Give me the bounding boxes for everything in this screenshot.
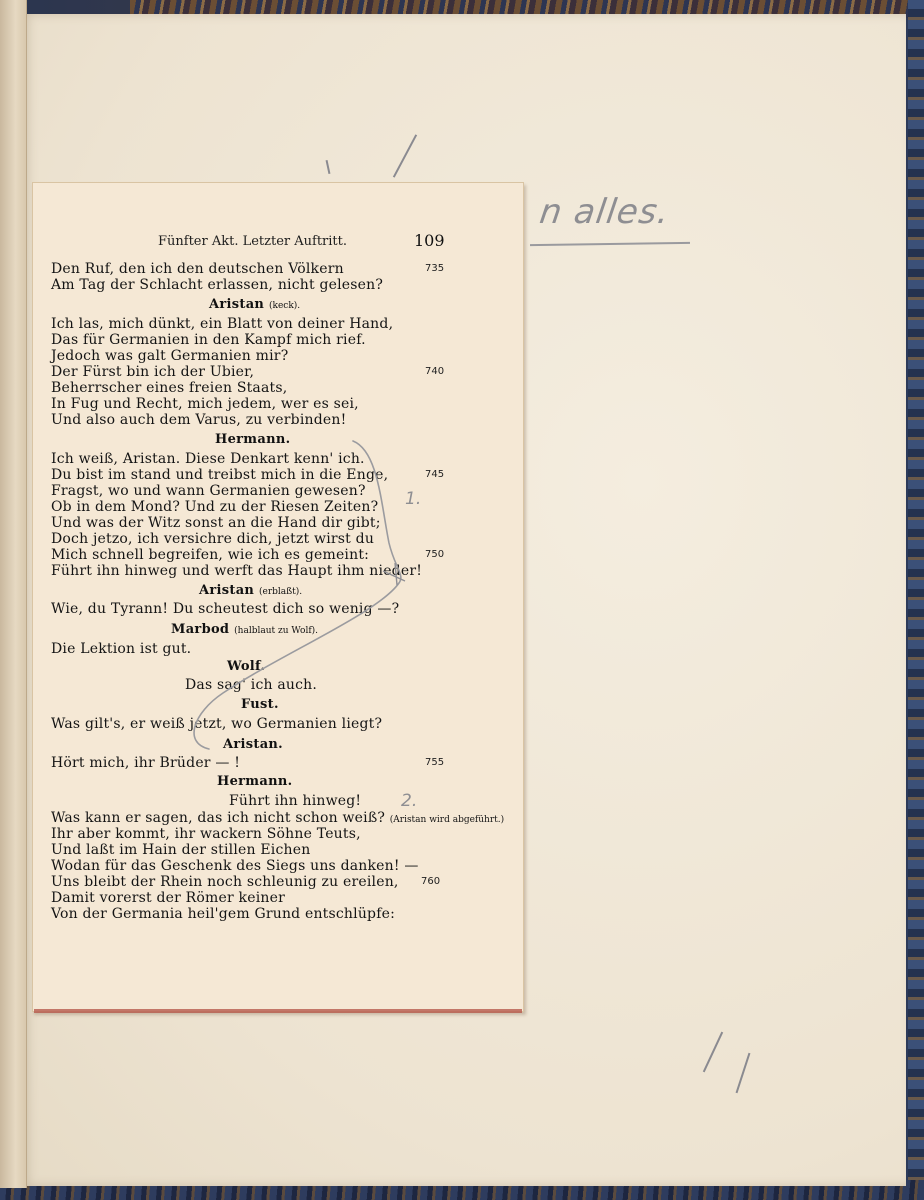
line-number: 735 xyxy=(425,263,445,274)
text-line: Ihr aber kommt, ihr wackern Söhne Teuts, xyxy=(51,826,361,842)
text-line: Fragst, wo und wann Germanien gewesen? xyxy=(51,483,366,499)
text-line: Jedoch was galt Germanien mir? xyxy=(51,348,289,364)
pencil-mark-2: 2. xyxy=(401,791,418,811)
text-line: Wodan für das Geschenk des Siegs uns danken! — xyxy=(51,858,419,874)
speaker-label: Aristan. xyxy=(223,737,283,752)
pencil-cut-mark xyxy=(33,183,523,1011)
speaker-name: Marbod xyxy=(171,622,230,637)
slip-edge-shadow xyxy=(34,1009,522,1013)
text-line: Was gilt's, er weiß jetzt, wo Germanien liegt? xyxy=(51,716,383,732)
line-number: 740 xyxy=(425,366,445,377)
text-line: Den Ruf, den ich den deutschen Völkern xyxy=(51,261,344,277)
pencil-mark-1: 1. xyxy=(405,489,422,509)
text-line: Ich weiß, Aristan. Diese Denkart kenn' ich. xyxy=(51,451,365,467)
text-line: Am Tag der Schlacht erlassen, nicht gelesen? xyxy=(51,277,384,293)
text-line: Von der Germania heil'gem Grund entschlüpfe: xyxy=(51,906,395,922)
pencil-note-top: n alles. xyxy=(537,192,673,232)
text-line: Die Lektion ist gut. xyxy=(51,641,192,657)
speaker-label: Hermann. xyxy=(215,432,291,447)
text-line: Und also auch dem Varus, zu verbinden! xyxy=(51,412,347,428)
cover-right-edge xyxy=(908,0,924,1200)
text-line: Beherrscher eines freien Staats, xyxy=(51,380,288,396)
text-line: Ob in dem Mond? Und zu der Riesen Zeiten? xyxy=(51,499,379,515)
pasted-text-slip xyxy=(32,182,524,1012)
text-line: Ich las, mich dünkt, ein Blatt von deiner Hand, xyxy=(51,316,394,332)
text-line: Führt ihn hinweg! xyxy=(229,793,362,809)
stage-direction: (erblaßt). xyxy=(259,587,303,597)
text-line: Mich schnell begreifen, wie ich es gemeint: xyxy=(51,547,370,563)
speaker-name: Aristan xyxy=(199,583,255,598)
running-title: Fünfter Akt. Letzter Auftritt. xyxy=(158,234,348,249)
line-number: 755 xyxy=(425,757,445,768)
text-line: Du bist im stand und treibst mich in die Enge, xyxy=(51,467,389,483)
text-line: Und was der Witz sonst an die Hand dir gibt; xyxy=(51,515,381,531)
speaker-label: Wolf. xyxy=(227,659,266,674)
stage-direction: (Aristan wird abgeführt.) xyxy=(389,815,505,825)
line-number: 745 xyxy=(425,469,445,480)
page-number: 109 xyxy=(414,231,445,250)
text-line: Wie, du Tyrann! Du scheutest dich so wenig —? xyxy=(51,601,400,617)
text-line: Doch jetzo, ich versichre dich, jetzt wirst du xyxy=(51,531,375,547)
text-line: Das für Germanien in den Kampf mich rief. xyxy=(51,332,366,348)
speaker-name: Aristan xyxy=(209,297,265,312)
line-number: 750 xyxy=(425,549,445,560)
page-binding xyxy=(0,0,27,1188)
text-line: Uns bleibt der Rhein noch schleunig zu ereilen, xyxy=(51,874,399,890)
text-line: Das sag' ich auch. xyxy=(185,677,318,693)
text-line: Und laßt im Hain der stillen Eichen xyxy=(51,842,311,858)
text-line: In Fug und Recht, mich jedem, wer es sei, xyxy=(51,396,359,412)
text-line-main: Was kann er sagen, das ich nicht schon weiß? xyxy=(51,810,386,826)
text-line: Hört mich, ihr Brüder — ! xyxy=(51,755,241,771)
text-line: Führt ihn hinweg und werft das Haupt ihm nieder! xyxy=(51,563,423,579)
stage-direction: (keck). xyxy=(269,301,301,311)
speaker-label: Fust. xyxy=(241,697,279,712)
line-number: 760 xyxy=(421,876,441,887)
text-line: Damit vorerst der Römer keiner xyxy=(51,890,285,906)
speaker-label: Hermann. xyxy=(217,774,293,789)
text-line: Der Fürst bin ich der Ubier, xyxy=(51,364,255,380)
stage-direction: (halblaut zu Wolf). xyxy=(234,626,319,636)
